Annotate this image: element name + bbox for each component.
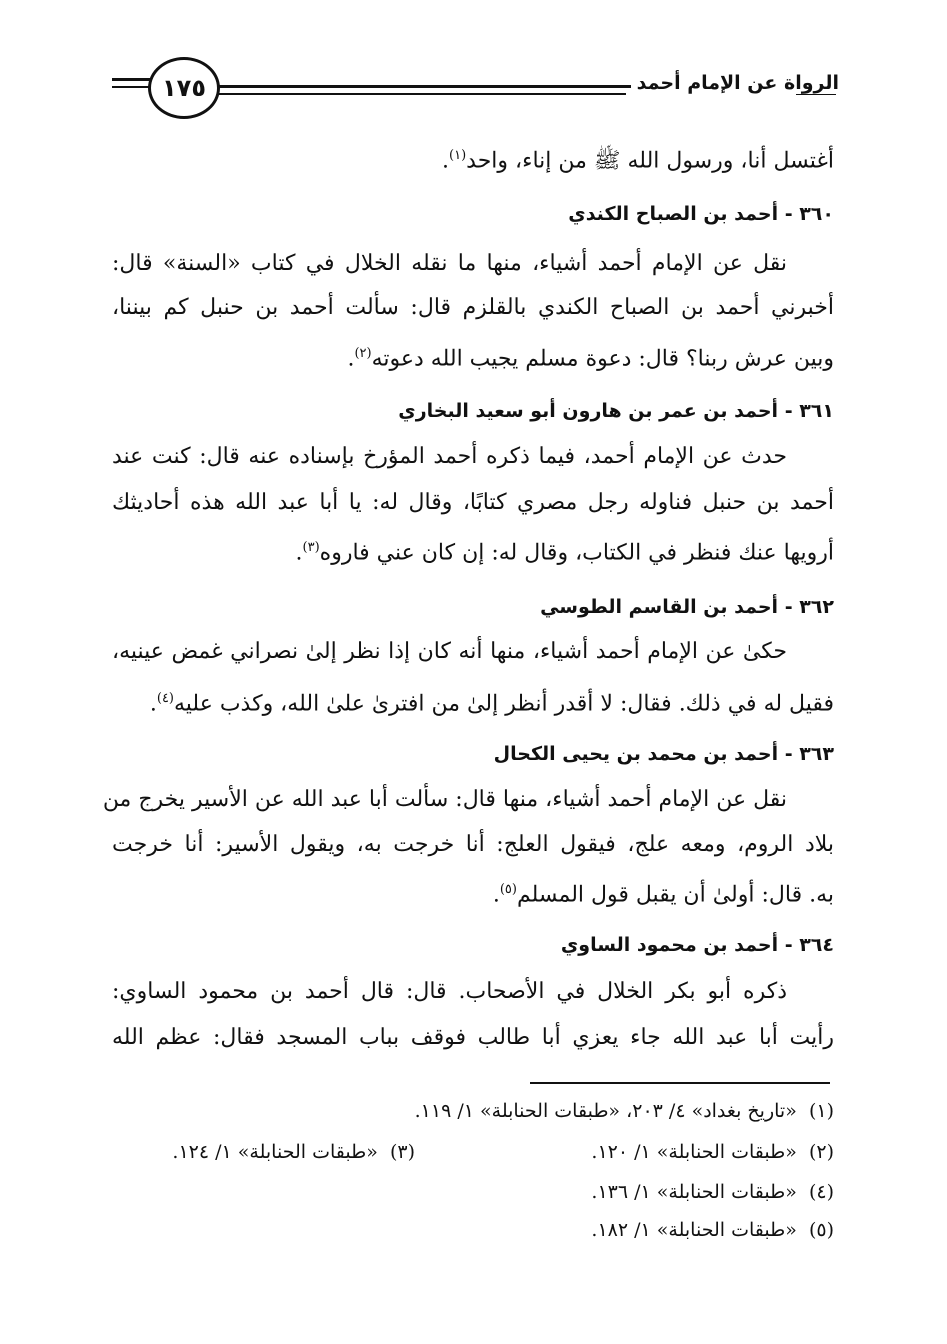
footnote-ref: (٢) [354, 346, 372, 361]
footnote: (٣) «طبقات الحنابلة» ١/ ١٢٤. [172, 1141, 415, 1163]
text-line: فقيل له في ذلك. فقال: لا أقدر أنظر إلىٰ من افترىٰ علىٰ الله، وكذب عليه$^{(٤)}$. [149, 691, 834, 717]
text-line: بلاد الروم، ومعه علج، فيقول العلج: أنا خرجت به، ويقول الأسير: أنا خرجت [112, 832, 834, 857]
text-line: أحمد بن حنبل فناوله رجل مصري كتابًا، وقال له: يا أبا عبد الله هذه أحاديثك [112, 490, 834, 515]
text-line: أخبرني أحمد بن الصباح الكندي بالقلزم قال: سألت أحمد بن حنبل كم بيننا، [112, 295, 834, 320]
entry-heading: ٣٦٣ - أحمد بن محمد بن يحيى الكحال [493, 743, 834, 765]
entry-heading: ٣٦٤ - أحمد بن محمود الساوي [560, 934, 834, 956]
footnote-ref: (٥) [499, 882, 517, 897]
text-line: نقل عن الإمام أحمد أشياء، منها قال: سألت أبا عبد الله عن الأسير يخرج من [102, 787, 787, 812]
text-line: رأيت أبا عبد الله جاء يعزي أبا طالب فوقف بباب المسجد فقال: عظم الله [112, 1025, 834, 1050]
text-line: حدث عن الإمام أحمد، فيما ذكره أحمد المؤرخ بإسناده عنه قال: كنت عند [112, 444, 787, 469]
entry-heading: ٣٦٢ - أحمد بن القاسم الطوسي [540, 596, 834, 618]
text-line: أغتسل أنا، ورسول الله ﷺ من إناء، واحد$^{(١)}$. [442, 148, 834, 174]
footnote-ref: (٤) [156, 691, 174, 706]
footnote: (٥) «طبقات الحنابلة» ١/ ١٨٢. [591, 1219, 834, 1241]
text-line: وبين عرش ربنا؟ قال: دعوة مسلم يجيب الله دعوته$^{(٢)}$. [347, 346, 834, 372]
header-rule-left [112, 78, 152, 81]
text-line: نقل عن الإمام أحمد أشياء، منها ما نقله الخلال في كتاب «السنة» قال: [112, 251, 787, 276]
footnote: (٤) «طبقات الحنابلة» ١/ ١٣٦. [591, 1181, 834, 1203]
footnote-separator [530, 1082, 830, 1084]
footnote-ref: (٣) [302, 540, 320, 555]
page-number-badge [148, 57, 220, 119]
text-line: حكىٰ عن الإمام أحمد أشياء، منها أنه كان إذا نظر إلىٰ نصراني غمض عينيه، [112, 639, 787, 664]
header-rule-left-thin [112, 86, 152, 88]
footnote: (١) «تاريخ بغداد» ٤/ ٢٠٣، «طبقات الحنابلة» ١/ ١١٩. [414, 1100, 834, 1122]
text-line: أرويها عنك فنظر في الكتاب، وقال له: إن كان عني فاروه$^{(٣)}$. [295, 540, 834, 566]
entry-heading: ٣٦٠ - أحمد بن الصباح الكندي [568, 203, 834, 225]
page-number: ١٧٥ [162, 74, 206, 102]
header-rule-main-thin [216, 93, 626, 95]
entry-heading: ٣٦١ - أحمد بن عمر بن هارون أبو سعيد البخاري [398, 400, 834, 422]
running-title: الرواة عن الإمام أحمد [631, 72, 839, 94]
text-line: ذكره أبو بكر الخلال في الأصحاب. قال: قال أحمد بن محمود الساوي: [112, 979, 787, 1004]
footnote: (٢) «طبقات الحنابلة» ١/ ١٢٠. [591, 1141, 834, 1163]
footnote-ref: (١) [449, 148, 467, 163]
text-line: به. قال: أولىٰ أن يقبل قول المسلم$^{(٥)}$. [492, 882, 834, 908]
